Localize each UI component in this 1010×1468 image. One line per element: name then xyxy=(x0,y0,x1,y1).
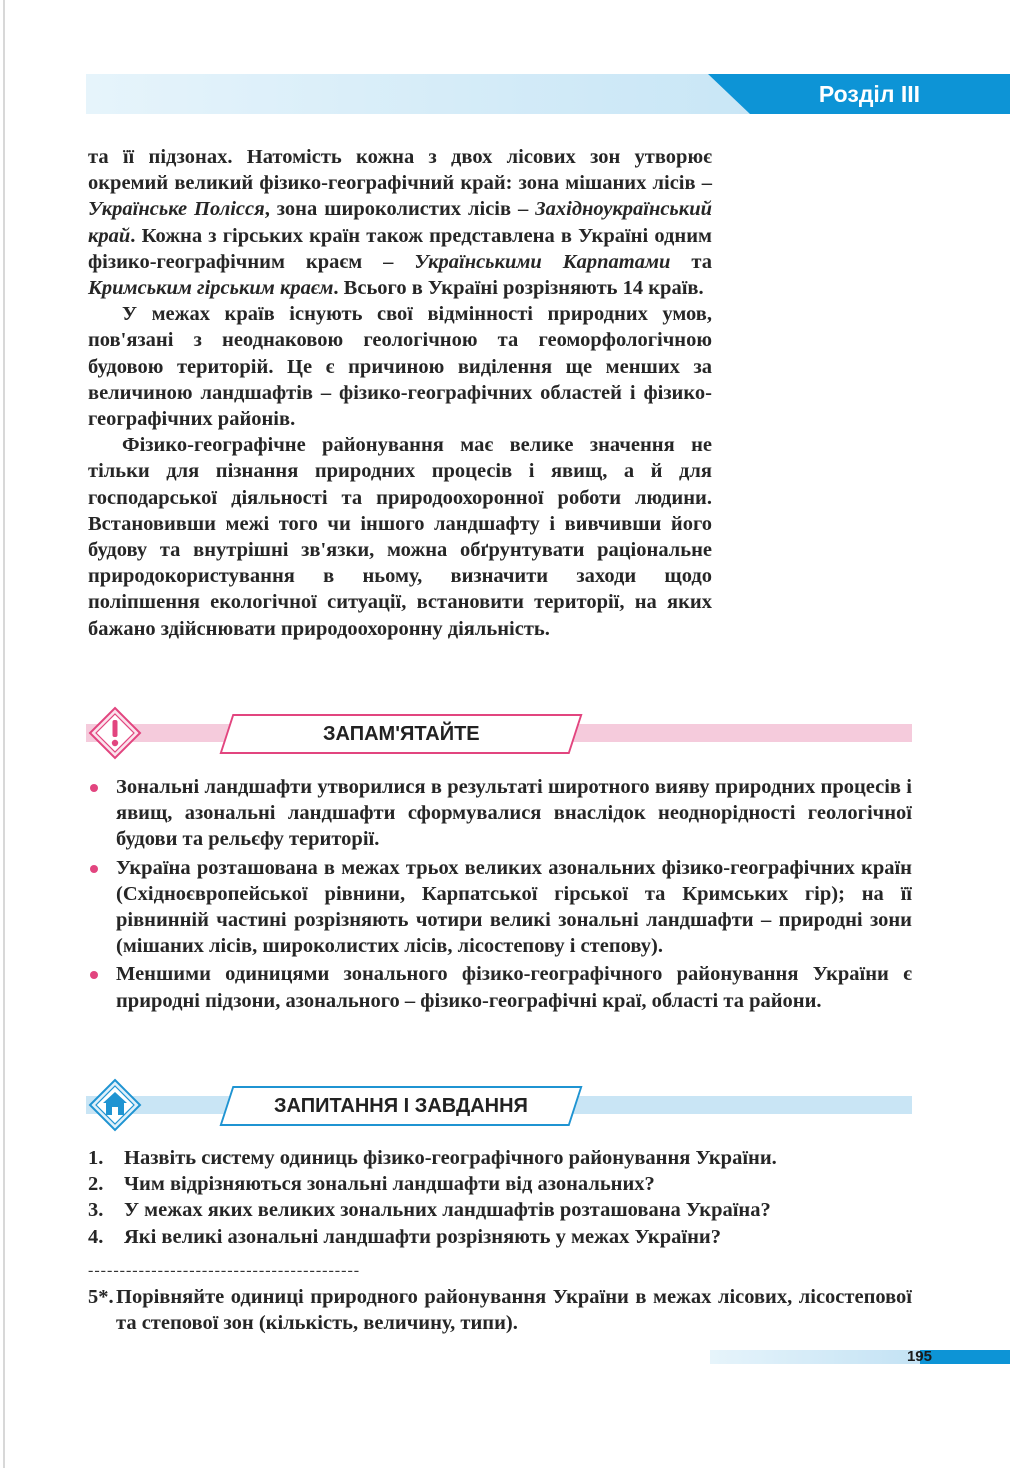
paragraph-1-part-3: , зона широколистих лісів – xyxy=(264,198,536,221)
question-item xyxy=(88,1145,912,1171)
remember-title-box xyxy=(220,714,583,754)
paragraph-3: Фізико-географічне районування має велике значення не тільки для пізнання природних процесів і явищ, а й для господарської діяльності та природоохоронної роботи людини. Встановивши межі того чи іншого ландшафту і вивчивши його будову та внутрішні зв'язки, можна обґрунтувати раціональне природокористування в ньому, визначити заходи щодо поліпшення екологічної ситуації, встановити території, на яких бажано здійснювати природоохоронну діяльність. xyxy=(88,434,712,640)
questions-title-box xyxy=(220,1086,583,1126)
house-icon xyxy=(88,1078,142,1132)
remember-item-1-text: Зональні ландшафти утворилися в результаті широтного вияву природних процесів і явищ, азональні ландшафти сформувалися внаслідок неоднорідності геологічної будови та рельєфу території. xyxy=(116,776,912,851)
question-number: 3. xyxy=(88,1199,104,1222)
paragraph-1 xyxy=(88,144,712,301)
remember-title: ЗАПАМ'ЯТАЙТЕ xyxy=(322,723,480,745)
questions-separator: ------------------------------------------- xyxy=(88,1262,361,1279)
paragraph-1-part-5: . Кожна з гірських країн також представлена в Україні одним фізико-географічним краєм – xyxy=(88,224,712,273)
question-text: Назвіть систему одиниць фізико-географічного районування України. xyxy=(124,1147,777,1169)
question-number: 4. xyxy=(88,1225,104,1248)
remember-item-1 xyxy=(88,774,912,853)
page-left-edge xyxy=(3,0,5,1468)
question-number: 2. xyxy=(88,1173,104,1196)
paragraph-1-part-1: та її підзонах. Натомість кожна з двох лісових зон утворює окремий великий фізико-географічний край: зона мішаних лісів – xyxy=(88,146,712,195)
question-extra xyxy=(88,1284,912,1336)
exclamation-icon xyxy=(88,706,142,760)
term-western-ukrainian-krai: Західноукраїнський край xyxy=(88,198,712,247)
section-label: Розділ ІІІ xyxy=(818,81,920,107)
questions-title: ЗАПИТАННЯ І ЗАВДАННЯ xyxy=(274,1095,528,1117)
question-number: 1. xyxy=(88,1147,104,1169)
term-ukrainian-carpathians: Українськими Карпатами xyxy=(414,250,671,273)
remember-item-3 xyxy=(88,961,912,1013)
question-extra-number: 5*. xyxy=(88,1286,114,1308)
question-text: У межах яких великих зональних ландшафтів розташована Україна? xyxy=(124,1199,771,1222)
bullet-dot xyxy=(90,865,98,873)
question-extra-text: Порівняйте одиниці природного районування України в межах лісових, лісостепової та степової зон (кількість, величину, типи). xyxy=(116,1286,912,1335)
question-item xyxy=(88,1171,912,1197)
paragraph-1-part-9: . Всього в Україні розрізняють 14 країв. xyxy=(333,277,704,300)
questions-list xyxy=(88,1145,912,1250)
paragraph-2: У межах країв існують свої відмінності природних умов, пов'язані з неоднаковою геологічною та геоморфологічною будовою територій. Це є причиною виділення ще менших за величиною ландшафтів – фізико-географічних областей і фізико-географічних районів. xyxy=(88,303,712,431)
term-ukrainian-polissia: Українське Полісся xyxy=(88,198,265,221)
question-item xyxy=(88,1224,912,1250)
question-item xyxy=(88,1197,912,1223)
term-crimean-mountain-krai: Кримським гірським краєм xyxy=(88,277,334,300)
paragraph-1-part-7: та xyxy=(670,250,712,273)
remember-item-3-text: Меншими одиницями зонального фізико-географічного районування України є природні підзони, азонального – фізико-географічні краї, області та райони. xyxy=(116,963,912,1012)
bullet-dot xyxy=(90,784,98,792)
remember-list xyxy=(88,774,912,1016)
remember-item-2-text: Україна розташована в межах трьох великих азональних фізико-географічних країн (Східноєвропейської рівнини, Карпатської гірської та Кримських гір); на її рівнинній частині розрізняють чотири великі зональні ландшафти – природні зони (мішаних лісів, широколистих лісів, лісостепову і степову). xyxy=(116,856,912,958)
main-text xyxy=(88,144,712,642)
question-text: Чим відрізняються зональні ландшафти від азональних? xyxy=(124,1173,655,1196)
page-number: 195 xyxy=(906,1348,932,1365)
bullet-dot xyxy=(90,971,98,979)
remember-item-2 xyxy=(88,855,912,960)
question-text: Які великі азональні ландшафти розрізняють у межах України? xyxy=(124,1225,721,1248)
footer-band xyxy=(710,1350,1010,1364)
